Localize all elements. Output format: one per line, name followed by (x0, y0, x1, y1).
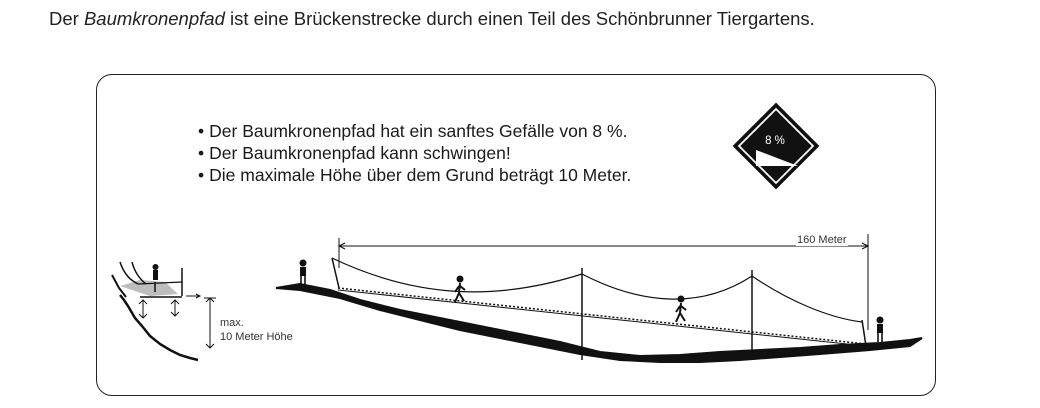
intro-prefix: Der (49, 8, 84, 29)
fact-height: • Die maximale Höhe über dem Grund beträgt 10 Meter. (198, 164, 631, 186)
bridge (332, 258, 866, 360)
person-right-icon (877, 317, 883, 342)
intro-term: Baumkronenpfad (83, 8, 225, 29)
gradient-sign-label: 8 % (765, 135, 785, 147)
person-walking-icon (676, 296, 686, 322)
fact-swing: • Der Baumkronenpfad kann schwingen! (198, 142, 631, 164)
height-label (220, 316, 293, 344)
person-left-icon (300, 260, 306, 285)
height-label-line1: max. (220, 317, 244, 329)
intro-suffix: ist eine Brückenstrecke durch einen Teil des Schönbrunner Tiergartens. (224, 8, 815, 29)
person-walking-icon (455, 276, 465, 302)
length-label: 160 Meter (797, 234, 847, 246)
terrain (276, 284, 922, 362)
cross-section-diagram (112, 262, 216, 360)
height-label-line2: 10 Meter Höhe (220, 331, 293, 343)
fact-gradient: • Der Baumkronenpfad hat ein sanftes Gefälle von 8 %. (198, 120, 631, 142)
